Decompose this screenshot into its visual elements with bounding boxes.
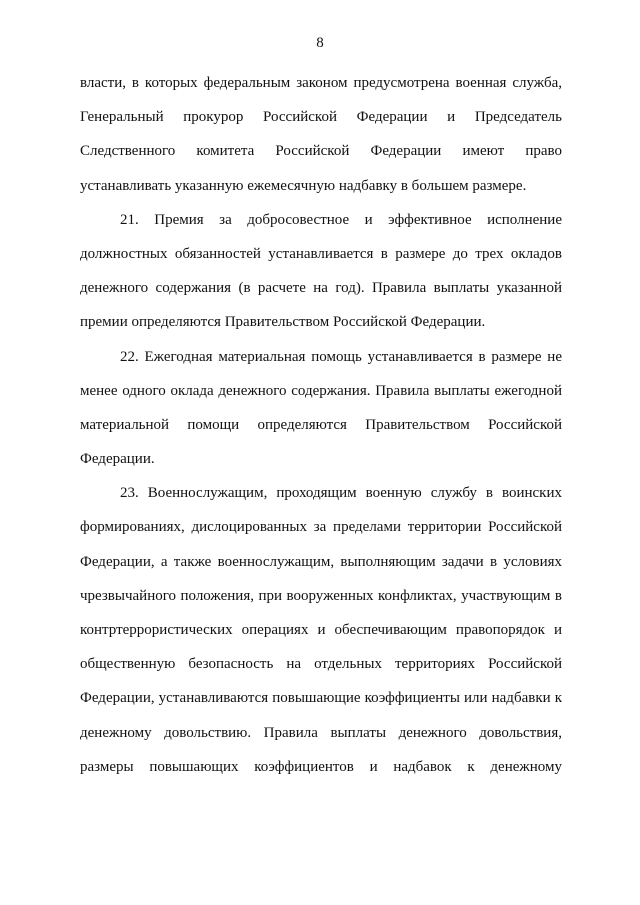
text-line: чрезвычайного положения, при вооруженных конфликтах, участвующим в bbox=[80, 587, 562, 604]
paragraph-22 bbox=[80, 340, 562, 477]
text-line: контртеррористических операциях и обеспечивающим правопорядок и bbox=[80, 622, 562, 638]
paragraph-23 bbox=[80, 476, 562, 784]
text-line: 22. Ежегодная материальная помощь устанавливается в размере не bbox=[120, 348, 562, 365]
text-line: Федерации. bbox=[80, 451, 155, 468]
text-line: 23. Военнослужащим, проходящим военную службу в воинских bbox=[120, 485, 562, 502]
text-line: общественную безопасность на отдельных территориях Российской bbox=[80, 656, 562, 673]
text-line: премии определяются Правительством Российской Федерации. bbox=[80, 314, 486, 331]
text-line: Следственного комитета Российской Федерации имеют право bbox=[80, 143, 562, 160]
text-line: устанавливать указанную ежемесячную надбавку в большем размере. bbox=[80, 177, 527, 194]
text-line: Федерации, устанавливаются повышающие коэффициенты или надбавки к bbox=[80, 690, 562, 707]
text-line: Федерации, а также военнослужащим, выполняющим задачи в условиях bbox=[80, 553, 562, 570]
document-body bbox=[80, 66, 562, 784]
text-line: власти, в которых федеральным законом предусмотрена военная служба, bbox=[80, 75, 562, 91]
text-line: 21. Премия за добросовестное и эффективное исполнение bbox=[120, 211, 562, 228]
text-line: материальной помощи определяются Правительством Российской bbox=[80, 416, 562, 433]
text-line: денежного содержания (в расчете на год). Правила выплаты указанной bbox=[80, 280, 562, 297]
text-line: должностных обязанностей устанавливается в размере до трех окладов bbox=[80, 245, 562, 262]
paragraph-21 bbox=[80, 203, 562, 340]
page-number: 8 bbox=[316, 35, 324, 51]
text-line: Генеральный прокурор Российской Федерации и Председатель bbox=[80, 109, 562, 126]
text-line: формированиях, дислоцированных за пределами территории Российской bbox=[80, 519, 562, 536]
paragraph-continuation bbox=[80, 66, 562, 203]
text-line: размеры повышающих коэффициентов и надбавок к денежному bbox=[80, 758, 562, 775]
text-line: денежному довольствию. Правила выплаты денежного довольствия, bbox=[80, 724, 562, 741]
text-line: менее одного оклада денежного содержания. Правила выплаты ежегодной bbox=[80, 382, 562, 399]
